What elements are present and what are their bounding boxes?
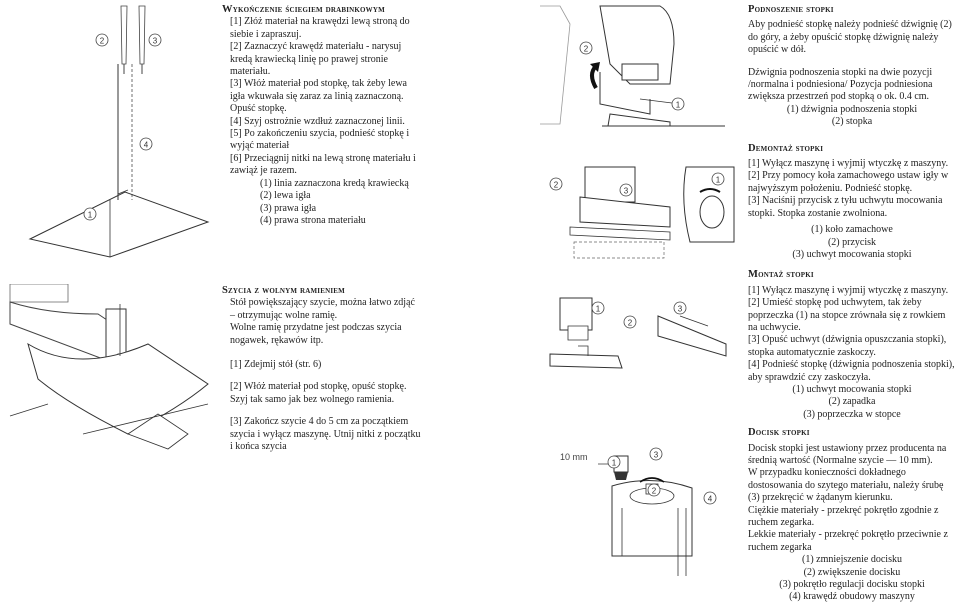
legend-item: (1) zmniejszenie docisku — [802, 554, 902, 566]
step-item: [2] Umieść stopkę pod uchwytem, tak żeby poprzeczka (1) na stopce zrównała się z rowkiem na uchwycie. — [748, 297, 946, 333]
legend-item: (2) lewa igła — [260, 190, 311, 202]
step-item: [3] Włóż materiał pod stopkę, tak żeby lewa igła wkuwała się zaraz za linią zaznaczoną. Opuść stopkę. — [230, 78, 407, 115]
fig-label: 2 — [553, 180, 559, 190]
section-title: Podnoszenie stopki — [748, 4, 834, 15]
step-item: [4] Szyj ostrożnie wzdłuż zaznaczonej linii. — [230, 115, 405, 127]
fig-label: 1 — [595, 304, 601, 314]
section-title: Montaż stopki — [748, 269, 814, 281]
legend-item: (3) prawa igła — [260, 202, 317, 214]
step-item: [3] Opuść uchwyt (dźwignia opuszczania stopki), stopka automatycznie zaskoczy. — [748, 334, 947, 358]
legend-item: (4) krawędź obudowy maszyny — [789, 591, 915, 603]
step-item: [1] Zdejmij stół (str. 6) — [230, 359, 322, 371]
fig-label: 4 — [143, 140, 149, 150]
body-text: W przypadku konieczności dokładnego dostosowania do szytego materiału, należy śrubę (3) przekręcić w żądanym kierunku. — [748, 467, 944, 504]
attach-foot-illustration — [548, 296, 738, 396]
section-title: Szycia z wolnym ramieniem — [222, 285, 345, 296]
step-item: [2] Włóż materiał pod stopkę, opuść stopkę. Szyj tak samo jak bez wolnego ramienia. — [230, 381, 407, 405]
step-item: [1] Złóż materiał na krawędzi lewą stroną do siebie i zapraszuj. — [230, 16, 410, 40]
legend-item: (1) dźwignia podnoszenia stopki — [786, 103, 918, 115]
step-item: [3] Naciśnij przycisk z tyłu uchwytu mocowania stopki. Stopka zostanie zwolniona. — [748, 195, 943, 219]
step-item: [1] Wyłącz maszynę i wyjmij wtyczkę z maszyny. — [748, 284, 949, 296]
legend-item: (3) pokrętło regulacji docisku stopki — [779, 579, 925, 591]
intro-text: Wolne ramię przydatne jest podczas szycia nogawek, rękawów itp. — [230, 322, 402, 346]
presser-lifter-illustration — [540, 4, 730, 134]
body-text: Dźwignia podnoszenia stopki na dwie pozycji /normalna i podniesiona/ Pozycja podniesiona zwiększa przestrzeń pod stopką o ok. 0.4 cm. — [748, 66, 933, 103]
fig-label: 1 — [611, 458, 617, 468]
fig-label: 2 — [99, 36, 105, 46]
legend-item: (2) zapadka — [828, 396, 876, 408]
legend-item: (2) zwiększenie docisku — [803, 566, 901, 578]
step-item: [1] Wyłącz maszynę i wyjmij wtyczkę z maszyny. — [748, 158, 949, 170]
step-item: [2] Zaznaczyć krawędź materiału - narysuj kredą krawiecką linię po prawej stronie materiału. — [230, 41, 402, 78]
fig-label: 2 — [651, 486, 657, 496]
legend-item: (1) koło zamachowe — [811, 224, 893, 236]
step-item: [4] Podnieść stopkę (dźwignia podnoszenia stopki), aby sprawdzić czy zaskoczyła. — [748, 359, 955, 383]
intro-text: Stół powiększający szycie, można łatwo zdjąć – otrzymując wolne ramię. — [230, 297, 415, 321]
section-title: Wykończenie ściegiem drabinkowym — [222, 4, 385, 15]
step-item: [5] Po zakończeniu szycia, podnieść stopkę i wyjąć materiał — [230, 128, 410, 152]
legend-item: (1) uchwyt mocowania stopki — [792, 383, 912, 395]
ladder-stitch-illustration — [10, 4, 210, 259]
fig-label: 4 — [707, 494, 713, 504]
fig-label: 1 — [715, 175, 721, 185]
remove-foot-illustration — [540, 162, 735, 262]
fig-label: 2 — [627, 318, 633, 328]
section-title: Docisk stopki — [748, 427, 810, 439]
mm-label: 10 mm — [560, 452, 588, 462]
free-arm-illustration — [8, 284, 213, 454]
legend-item: (3) poprzeczka w stopce — [803, 408, 901, 420]
legend-item: (4) prawa strona materiału — [260, 214, 366, 226]
fig-label: 1 — [675, 100, 681, 110]
legend-item: (1) linia zaznaczona kredą krawiecką — [260, 177, 409, 189]
legend-item: (3) uchwyt mocowania stopki — [792, 248, 912, 260]
body-text: Docisk stopki jest ustawiony przez producenta na średnią wartość (Normalne szycie — 10 mm). — [748, 442, 947, 466]
fig-label: 1 — [87, 210, 93, 220]
fig-label: 3 — [152, 36, 158, 46]
fig-label: 3 — [623, 186, 629, 196]
section-title: Demontaż stopki — [748, 142, 824, 154]
body-text: Aby podnieść stopkę należy podnieść dźwignię (2) do góry, a żeby opuścić stopkę dźwignię należy opuścić w dół. — [748, 19, 952, 56]
body-text: Lekkie materiały - przekręć pokrętło przeciwnie z ruchem zegarka — [748, 529, 948, 553]
legend-item: (2) przycisk — [827, 236, 877, 248]
step-item: [6] Przeciągnij nitki na lewą stronę materiału i zawiąż je razem. — [230, 152, 416, 177]
body-text: Ciężkie materiały - przekręć pokrętło zgodnie z ruchem zegarka. — [748, 504, 939, 529]
step-item: [3] Zakończ szycie 4 do 5 cm za początkiem szycia i wyłącz maszynę. Utnij nitki z początku i końca szycia — [230, 416, 421, 453]
pressure-dial-illustration — [542, 436, 732, 588]
fig-label: 2 — [583, 44, 589, 54]
step-item: [2] Przy pomocy koła zamachowego ustaw igły w najwyższym położeniu. Podnieść stopkę. — [748, 170, 949, 194]
fig-label: 3 — [653, 450, 659, 460]
legend-item: (2) stopka — [831, 116, 873, 128]
fig-label: 3 — [677, 304, 683, 314]
